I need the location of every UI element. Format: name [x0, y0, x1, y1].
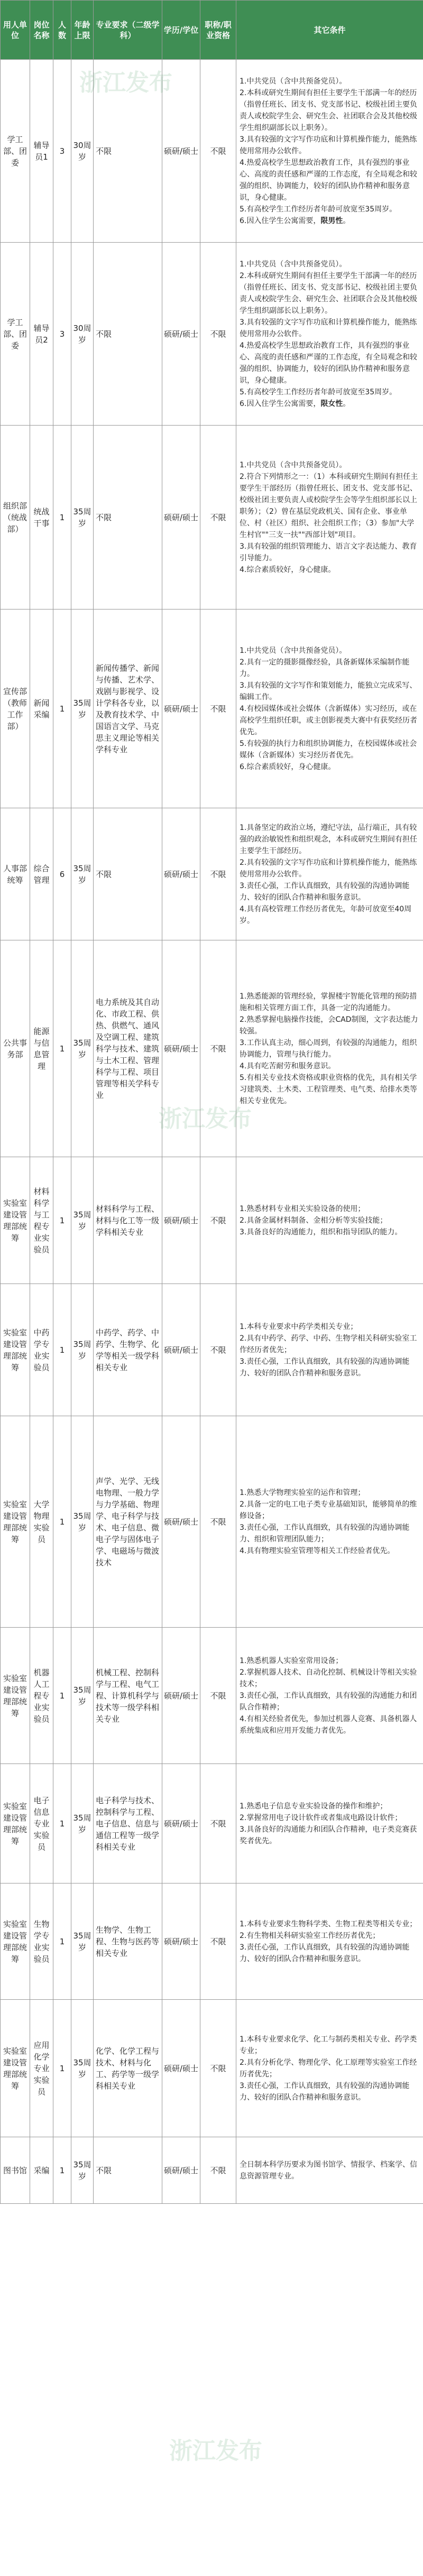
condition-item: 3.具备良好的沟通能力和团队合作精神，电子类竞赛获奖者优先。 — [240, 1825, 417, 1845]
cell-title: 不限 — [200, 60, 236, 243]
cell-degree: 硕研/硕士 — [162, 1284, 200, 1416]
table-row — [1, 243, 423, 426]
cell-post: 采编 — [30, 2137, 53, 2204]
cell-other-conditions — [236, 2137, 423, 2204]
condition-item: 全日制本科学历要求为图书馆学、情报学、档案学、信息资源管理专业。 — [240, 2160, 417, 2181]
cell-count: 1 — [53, 1284, 71, 1416]
cell-major: 化学、化学工程与技术、材料与化工、药学等一级学科相关专业 — [94, 2000, 162, 2137]
cell-age: 35周岁 — [71, 808, 94, 940]
cell-major: 不限 — [94, 243, 162, 426]
condition-item: 3.具有较强的文字写作功底和计算机操作能力，能熟练使用常用办公软件。 — [240, 318, 417, 338]
cell-post: 电子信息专业实验员 — [30, 1764, 53, 1883]
condition-item: 3.责任心强，工作认真细致，具有较强的沟通协调能力、较好的团队合作精神和服务意识。 — [240, 881, 410, 902]
cell-other-conditions — [236, 426, 423, 610]
condition-item: 1.熟悉材料专业相关实验设备的使用； — [240, 1204, 365, 1213]
cell-dept: 实验室建设管理部统筹 — [1, 1628, 30, 1764]
watermark-3: 浙江发布 — [169, 2437, 262, 2464]
header-age: 年龄上限 — [71, 1, 94, 60]
condition-item: 2.具有一定的摄影摄像经验，具备新媒体采编制作能力。 — [240, 658, 410, 678]
cell-major: 电力系统及其自动化、市政工程、供热、供燃气、通风及空调工程、建筑科学与技术、建筑与土木工程、管理科学与工程、项目管理等相关学科专业 — [94, 940, 162, 1157]
condition-item: 2.本科或研究生期间有担任主要学生干部满一年的经历（指曾任班长、团支书、党支部书记、校级社团主要负责人或校院学生会、研究生会、社团联合会及其他校级学生组织副部长以上职务）。 — [240, 271, 417, 315]
condition-item: 3.责任心强，工作认真细致，具有较强的沟通协调能力、较好的团队合作精神和服务意识。 — [240, 2081, 410, 2102]
cell-dept: 公共事务部 — [1, 940, 30, 1157]
cell-other-conditions — [236, 1883, 423, 2000]
cell-title: 不限 — [200, 808, 236, 940]
cell-age: 35周岁 — [71, 1284, 94, 1416]
table-row — [1, 940, 423, 1157]
condition-item: 2.掌握常用电子设计软件或者集成电路设计软件； — [240, 1813, 402, 1822]
condition-item: 1.中共党员（含中共预备党员）。 — [240, 77, 347, 86]
condition-item: 2.具有较强的文字写作功底和计算机操作能力，能熟练使用常用办公软件。 — [240, 858, 417, 879]
cell-other-conditions — [236, 243, 423, 426]
header-row — [1, 1, 423, 60]
table-row — [1, 610, 423, 808]
cell-title: 不限 — [200, 1883, 236, 2000]
cell-degree: 硕研/硕士 — [162, 1157, 200, 1284]
cell-major: 不限 — [94, 808, 162, 940]
watermark-1: 浙江发布 — [79, 69, 172, 96]
condition-item: 2.熟悉掌握电脑操作技能，会CAD制图，文字表达能力较强。 — [240, 1015, 418, 1036]
gender-restriction: 限男性 — [320, 216, 343, 225]
condition-item: 6.因入住学生公寓需要，限男性。 — [240, 216, 351, 225]
cell-major: 材料科学与工程、材料与化工等一级学科相关专业 — [94, 1157, 162, 1284]
cell-post: 机器人工程专业实验员 — [30, 1628, 53, 1764]
table-row — [1, 2000, 423, 2137]
cell-degree: 硕研/硕士 — [162, 2137, 200, 2204]
table-row — [1, 60, 423, 243]
condition-item: 1.本科专业要求化学、化工与制药类相关专业、药学类专业； — [240, 2035, 417, 2055]
cell-major: 新闻传播学、新闻与传播、艺术学、戏剧与影视学、设计学科各专业，以及教育技术学、中国语言文学、马克思主义理论等相关学科专业 — [94, 610, 162, 808]
table-row — [1, 1628, 423, 1764]
cell-dept: 实验室建设管理部统筹 — [1, 2000, 30, 2137]
cell-count: 3 — [53, 243, 71, 426]
cell-dept: 实验室建设管理部统筹 — [1, 1416, 30, 1628]
cell-other-conditions — [236, 808, 423, 940]
cell-age: 35周岁 — [71, 2137, 94, 2204]
condition-item: 4.综合素质较好，身心健康。 — [240, 565, 336, 574]
cell-title: 不限 — [200, 940, 236, 1157]
cell-other-conditions — [236, 610, 423, 808]
cell-title: 不限 — [200, 1284, 236, 1416]
cell-dept: 学工部、团委 — [1, 60, 30, 243]
condition-item: 4.热爱高校学生思想政治教育工作，具有强烈的事业心、高度的责任感和严谨的工作态度，有全局观念和较强的组织、协调能力，较好的团队协作精神和服务意识，身心健康。 — [240, 158, 417, 202]
condition-item: 2.有生物相关科研实验室工作经历者优先； — [240, 1931, 380, 1940]
cell-major: 生物学、生物工程、生物与医药等相关专业 — [94, 1883, 162, 2000]
header-degree: 学历/学位 — [162, 1, 200, 60]
gender-restriction: 限女性 — [320, 399, 343, 408]
condition-item: 2.符合下列情形之一：（1）本科或研究生期间有担任主要学生干部经历（指曾任班长、团支书、党支部书记、校级社团主要负责人或校院学生会等学生组织部长以上职务）；（2）曾在基层党政机关、国有企业、事业单位、村（社区）组织、社会组织工作；（3）参加"大学生村官""三支一扶""西部计划"项目。 — [240, 472, 418, 539]
condition-item: 6.因入住学生公寓需要，限女性。 — [240, 399, 351, 408]
condition-item: 4.具有高校管理工作经历者优先，年龄可放宽至40周岁。 — [240, 904, 412, 925]
cell-count: 1 — [53, 2137, 71, 2204]
cell-dept: 宣传部（教师工作部） — [1, 610, 30, 808]
header-title: 职称/职业资格 — [200, 1, 236, 60]
cell-degree: 硕研/硕士 — [162, 610, 200, 808]
cell-title: 不限 — [200, 1157, 236, 1284]
table-row — [1, 808, 423, 940]
cell-dept: 图书馆 — [1, 2137, 30, 2204]
cell-age: 35周岁 — [71, 1764, 94, 1883]
condition-item: 3.责任心强，工作认真细致，具有较强的沟通能力和团队合作精神； — [240, 1691, 417, 1712]
condition-item: 3.责任心强，工作认真细致，具有较强的沟通协调能力、较好的团队合作精神和服务意识。 — [240, 1943, 410, 1963]
cell-post: 辅导员1 — [30, 60, 53, 243]
cell-post: 综合管理 — [30, 808, 53, 940]
cell-other-conditions — [236, 2000, 423, 2137]
cell-age: 35周岁 — [71, 940, 94, 1157]
cell-degree: 硕研/硕士 — [162, 1416, 200, 1628]
condition-item: 5.有高校学生工作经历者年龄可放宽至35周岁。 — [240, 205, 397, 214]
condition-item: 3.责任心强，工作认真细致，具有较强的沟通协调能力、较好的团队合作精神和服务意识。 — [240, 1357, 410, 1378]
watermark-2: 浙江发布 — [159, 1105, 252, 1132]
cell-count: 3 — [53, 60, 71, 243]
cell-major: 机械工程、控制科学与工程、电气工程、计算机科学与技术等一级学科相关专业 — [94, 1628, 162, 1764]
cell-major: 不限 — [94, 426, 162, 610]
condition-item: 6.综合素质较好，身心健康。 — [240, 762, 336, 771]
cell-count: 1 — [53, 1628, 71, 1764]
condition-item: 2.具有中药学、药学、中药、生物学相关科研实验室工作经历者优先； — [240, 1334, 417, 1354]
table-row — [1, 1883, 423, 2000]
cell-title: 不限 — [200, 243, 236, 426]
condition-item: 5.有较强的执行力和组织协调能力，在校园媒体或社会媒体（含新媒体）实习经历者优先。 — [240, 739, 417, 760]
condition-item: 4.热爱高校学生思想政治教育工作，具有强烈的事业心、高度的责任感和严谨的工作态度，有全局观念和较强的组织、协调能力，较好的团队协作精神和服务意识，身心健康。 — [240, 341, 417, 385]
cell-age: 35周岁 — [71, 1628, 94, 1764]
condition-item: 3.具有较强的组织管理能力、语言文字表达能力、教育引导能力。 — [240, 542, 417, 562]
cell-count: 1 — [53, 426, 71, 610]
cell-post: 能源与信息管理 — [30, 940, 53, 1157]
condition-item: 2.具备一定的电工电子类专业基础知识，能够简单的维修设备； — [240, 1500, 417, 1520]
header-dept: 用人单位 — [1, 1, 30, 60]
condition-item: 3.责任心强，工作认真细致，具有较强的沟通协调能力、组织和管理团队能力； — [240, 1523, 410, 1544]
cell-age: 35周岁 — [71, 1416, 94, 1628]
cell-other-conditions — [236, 1416, 423, 1628]
cell-major: 声学、光学、无线电物理、一般力学与力学基础、物理学、电子科学与技术、电子信息、微电子学与固体电子学、电磁场与微波技术 — [94, 1416, 162, 1628]
cell-dept: 组织部（统战部） — [1, 426, 30, 610]
cell-other-conditions — [236, 60, 423, 243]
condition-item: 1.熟悉能源的管理经验，掌握楼宇智能化管理的预防措施和相关管理方面工作，具备一定的沟通能力。 — [240, 992, 417, 1012]
cell-major: 中药学、药学、中药学、生物学、化学等相关一级学科相关专业 — [94, 1284, 162, 1416]
cell-age: 35周岁 — [71, 1157, 94, 1284]
cell-count: 1 — [53, 940, 71, 1157]
header-post: 岗位名称 — [30, 1, 53, 60]
cell-age: 30周岁 — [71, 60, 94, 243]
header-major: 专业要求（二级学科） — [94, 1, 162, 60]
cell-dept: 学工部、团委 — [1, 243, 30, 426]
cell-count: 1 — [53, 1883, 71, 2000]
cell-other-conditions — [236, 940, 423, 1157]
cell-degree: 硕研/硕士 — [162, 243, 200, 426]
condition-item: 1.熟悉大学物理实验室的运作和管理； — [240, 1488, 365, 1497]
cell-degree: 硕研/硕士 — [162, 940, 200, 1157]
cell-dept: 实验室建设管理部统筹 — [1, 1883, 30, 2000]
cell-post: 应用化学专业实验员 — [30, 2000, 53, 2137]
cell-major: 电子科学与技术、控制科学与工程、电子信息、信息与通信工程等一级学科相关专业 — [94, 1764, 162, 1883]
condition-item: 2.具有分析化学、物理化学、化工原理等实验室工作经历者优先； — [240, 2058, 417, 2079]
cell-count: 1 — [53, 610, 71, 808]
table-row — [1, 1764, 423, 1883]
cell-other-conditions — [236, 1157, 423, 1284]
table-row — [1, 2137, 423, 2204]
condition-item: 1.本科专业要求生物科学类、生物工程类等相关专业； — [240, 1919, 417, 1928]
condition-item: 3.工作认真主动，细心周到，有较强的沟通能力，组织协调能力，管理与执行能力。 — [240, 1038, 417, 1059]
cell-degree: 硕研/硕士 — [162, 1883, 200, 2000]
cell-title: 不限 — [200, 610, 236, 808]
condition-item: 1.本科专业要求中药学类相关专业； — [240, 1322, 358, 1331]
header-count: 人数 — [53, 1, 71, 60]
cell-count: 6 — [53, 808, 71, 940]
cell-degree: 硕研/硕士 — [162, 60, 200, 243]
condition-item: 3.具有较强的文字写作和策划能力，能独立完成采写、编辑工作。 — [240, 681, 417, 701]
cell-count: 1 — [53, 1416, 71, 1628]
cell-degree: 硕研/硕士 — [162, 1628, 200, 1764]
cell-age: 35周岁 — [71, 610, 94, 808]
condition-item: 2.具备金属材料制备、金相分析等实验技能； — [240, 1216, 388, 1225]
condition-item: 5.有高校学生工作经历者年龄可放宽至35周岁。 — [240, 387, 397, 396]
condition-item: 1.具备坚定的政治立场，遵纪守法，品行端正，具有较强的政治敏锐性和组织观念，本科或研究生期间有担任主要学生干部经历。 — [240, 823, 417, 855]
cell-post: 新闻采编 — [30, 610, 53, 808]
cell-dept: 人事部统筹 — [1, 808, 30, 940]
cell-post: 统战干事 — [30, 426, 53, 610]
cell-dept: 实验室建设管理部统筹 — [1, 1764, 30, 1883]
cell-title: 不限 — [200, 1416, 236, 1628]
cell-title: 不限 — [200, 2137, 236, 2204]
cell-major: 不限 — [94, 60, 162, 243]
cell-title: 不限 — [200, 2000, 236, 2137]
condition-item: 4.有相关经验者优先，参加过机器人竞赛、具备机器人系统集成和应用开发能力者优先。 — [240, 1714, 417, 1735]
cell-major: 不限 — [94, 2137, 162, 2204]
condition-item: 1.中共党员（含中共预备党员）。 — [240, 260, 347, 269]
condition-item: 3.具备良好的沟通能力，组织和指导团队的能力。 — [240, 1227, 402, 1236]
condition-item: 3.具有较强的文字写作功底和计算机操作能力，能熟练使用常用办公软件。 — [240, 135, 417, 155]
cell-post: 生物学专业实验员 — [30, 1883, 53, 2000]
cell-other-conditions — [236, 1284, 423, 1416]
condition-item: 1.熟悉机器人实验室常用设备； — [240, 1656, 343, 1665]
condition-item: 4.有校园媒体或社会媒体（含新媒体）实习经历，或在高校学生组织任职，或主创影视类大赛中有获奖经历者优先。 — [240, 704, 417, 736]
cell-title: 不限 — [200, 1764, 236, 1883]
cell-dept: 实验室建设管理部统筹 — [1, 1157, 30, 1284]
cell-count: 1 — [53, 1764, 71, 1883]
table-row — [1, 1284, 423, 1416]
header-other: 其它条件 — [236, 1, 423, 60]
condition-item: 1.熟悉电子信息专业实验设备的操作和维护； — [240, 1802, 388, 1811]
condition-item: 2.掌握机器人技术、自动化控制、机械设计等相关实验技术； — [240, 1668, 417, 1688]
condition-item: 1.中共党员（含中共预备党员）。 — [240, 460, 347, 469]
cell-other-conditions — [236, 1628, 423, 1764]
condition-item: 2.本科或研究生期间有担任主要学生干部满一年的经历（指曾任班长、团支书、党支部书记、校级社团主要负责人或校院学生会、研究生会、社团联合会及其他校级学生组织副部长以上职务）。 — [240, 88, 417, 132]
cell-title: 不限 — [200, 1628, 236, 1764]
cell-dept: 实验室建设管理部统筹 — [1, 1284, 30, 1416]
table-row — [1, 1416, 423, 1628]
cell-count: 1 — [53, 1157, 71, 1284]
cell-degree: 硕研/硕士 — [162, 1764, 200, 1883]
table-row — [1, 426, 423, 610]
cell-count: 1 — [53, 2000, 71, 2137]
cell-post: 中药学专业实验员 — [30, 1284, 53, 1416]
cell-title: 不限 — [200, 426, 236, 610]
cell-age: 35周岁 — [71, 426, 94, 610]
cell-age: 30周岁 — [71, 243, 94, 426]
condition-item: 1.中共党员（含中共预备党员）。 — [240, 646, 347, 655]
cell-post: 辅导员2 — [30, 243, 53, 426]
cell-other-conditions — [236, 1764, 423, 1883]
table-row — [1, 1157, 423, 1284]
cell-degree: 硕研/硕士 — [162, 2000, 200, 2137]
condition-item: 4.具有物理实验室管理等相关工作经验者优先。 — [240, 1546, 395, 1555]
cell-age: 35周岁 — [71, 1883, 94, 2000]
cell-post: 大学物理实验员 — [30, 1416, 53, 1628]
condition-item: 4.具有吃苦耐劳和服务意识。 — [240, 1061, 336, 1070]
cell-age: 35周岁 — [71, 2000, 94, 2137]
cell-degree: 硕研/硕士 — [162, 808, 200, 940]
cell-degree: 硕研/硕士 — [162, 426, 200, 610]
condition-item: 5.有相关专业技术资格或职业资格的优先，具有相关学习建筑类、土木类、工程管理类、电气类、给排水类等相关专业优先。 — [240, 1073, 417, 1105]
cell-post: 材料科学与工程专业实验员 — [30, 1157, 53, 1284]
